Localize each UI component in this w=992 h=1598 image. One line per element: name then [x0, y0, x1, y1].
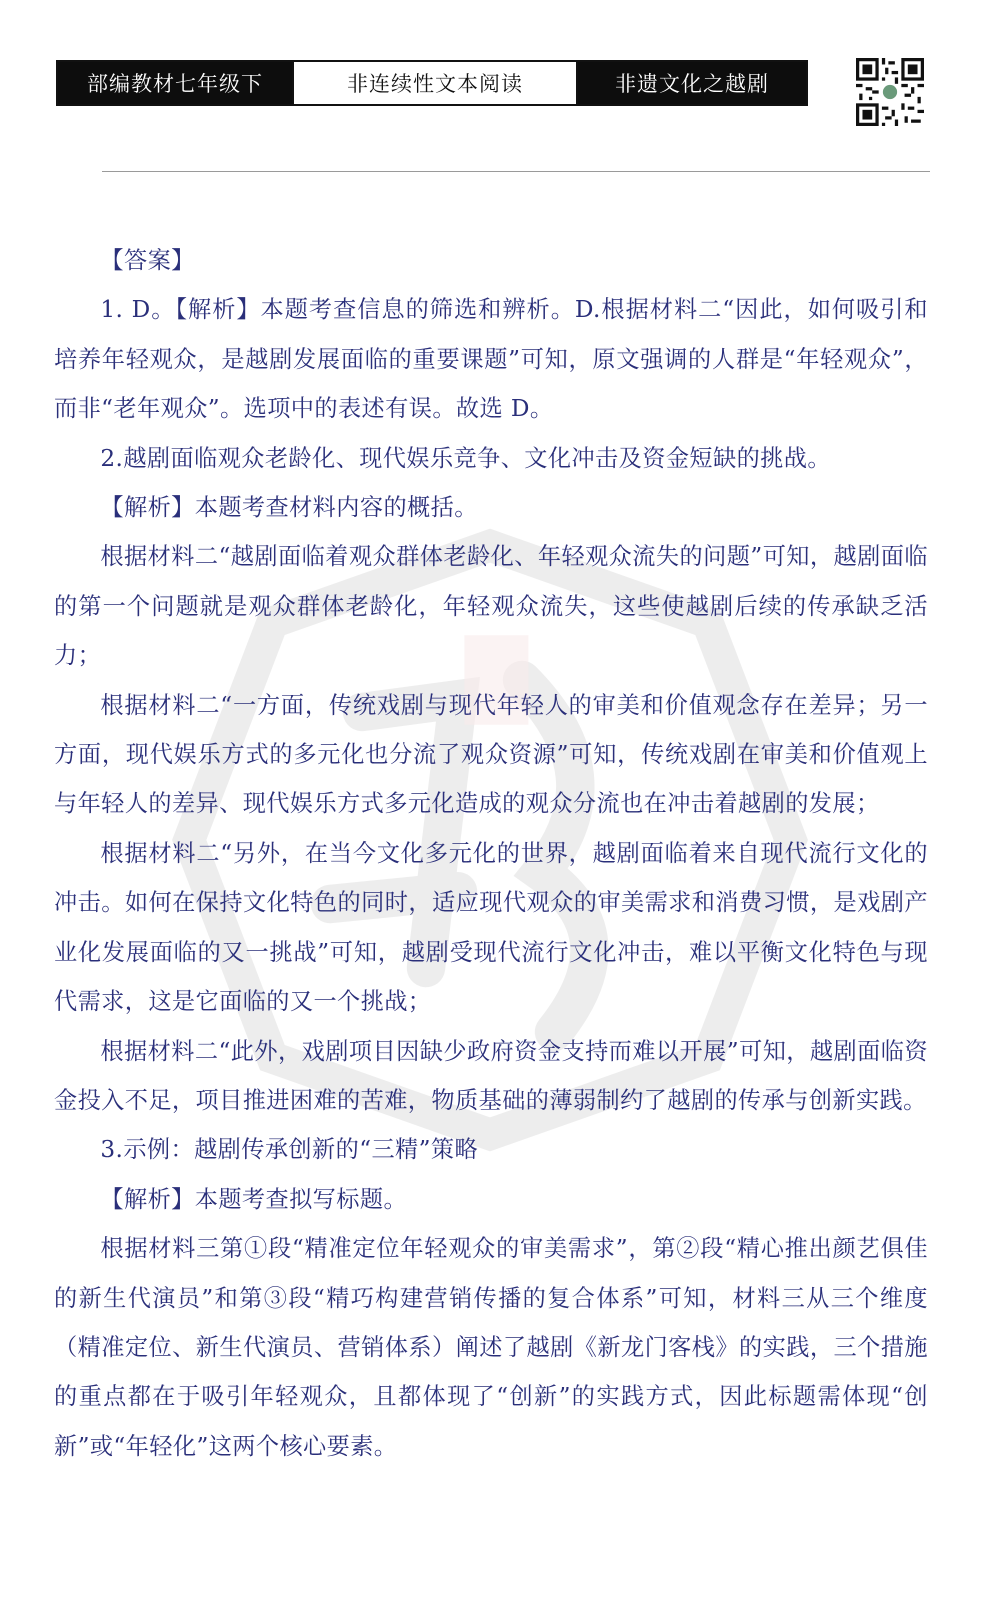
analysis-paragraph-6: 根据材料二“另外，在当今文化多元化的世界，越剧面临着来自现代流行文化的冲击。如何在保持文化特色的同时，适应现代观众的审美需求和消费习惯，是戏剧产业化发展面临的又一挑战”可知，越剧受现代流行文化冲击，难以平衡文化特色与现代需求，这是它面临的又一个挑战； [54, 839, 928, 1016]
analysis-paragraph-10: 根据材料三第①段“精准定位年轻观众的审美需求”，第②段“精心推出颜艺俱佳的新生代演员”和第③段“精巧构建营销传播的复合体系”可知，材料三从三个维度（精准定位、新生代演员、营销体系）阐述了越剧《新龙门客栈》的实践，三个措施的重点都在于吸引年轻观众，且都体现了“创新”的实践方式，因此标题需体现“创新”或“年轻化”这两个核心要素。 [54, 1235, 928, 1460]
header-grade-label: 部编教材七年级下 [58, 62, 292, 104]
answer-paragraph-1: 1. D。【解析】本题考查信息的筛选和辨析。D.根据材料二“因此，如何吸引和培养年轻观众，是越剧发展面临的重要课题”可知，原文强调的人群是“年轻观众”，而非“老年观众”。选项中的表述有误。故选 D。 [54, 296, 928, 423]
analysis-paragraph-4: 根据材料二“越剧面临着观众群体老龄化、年轻观众流失的问题”可知，越剧面临的第一个问题就是观众群体老龄化，年轻观众流失，这些使越剧后续的传承缺乏活力； [54, 543, 928, 670]
analysis-paragraph-9: 【解析】本题考查拟写标题。 [100, 1185, 408, 1213]
answer-paragraph-8: 3.示例：越剧传承创新的“三精”策略 [100, 1136, 479, 1164]
header-bar [56, 60, 808, 106]
analysis-paragraph-7: 根据材料二“此外，戏剧项目因缺少政府资金支持而难以开展”可知，越剧面临资金投入不足，项目推进困难的苦难，物质基础的薄弱制约了越剧的传承与创新实践。 [54, 1037, 928, 1114]
answer-paragraph-2: 2.越剧面临观众老龄化、现代娱乐竞争、文化冲击及资金短缺的挑战。 [100, 444, 831, 472]
header-topic-label: 非连续性文本阅读 [292, 62, 578, 104]
answer-content [54, 236, 928, 1471]
header-title-label: 非遗文化之越剧 [578, 62, 806, 104]
analysis-paragraph-3: 【解析】本题考查材料内容的概括。 [100, 494, 478, 522]
qr-code-icon [856, 58, 924, 126]
header-divider [102, 171, 930, 172]
answer-heading: 【答案】 [100, 247, 195, 274]
analysis-paragraph-5: 根据材料二“一方面，传统戏剧与现代年轻人的审美和价值观念存在差异；另一方面，现代娱乐方式的多元化也分流了观众资源”可知，传统戏剧在审美和价值观上与年轻人的差异、现代娱乐方式多元化造成的观众分流也在冲击着越剧的发展； [54, 691, 928, 818]
